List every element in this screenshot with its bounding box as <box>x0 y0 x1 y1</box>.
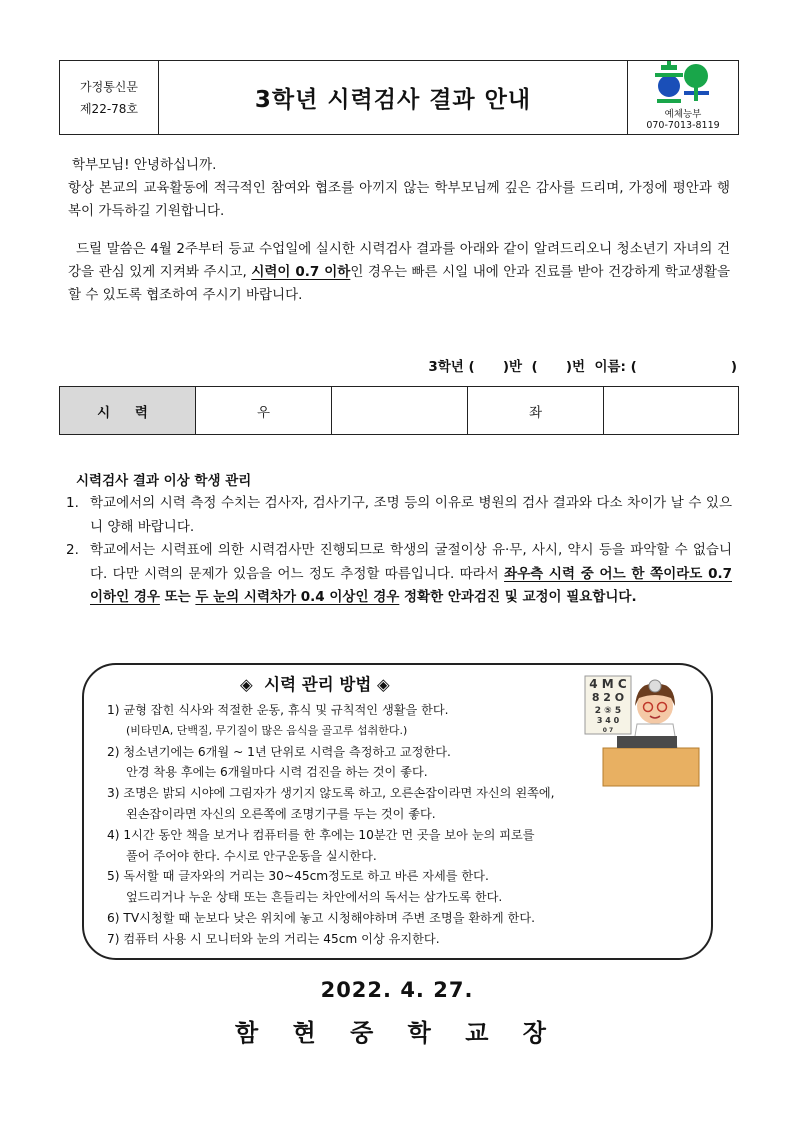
list-text-part: 학교에서는 시력표에 의한 시력검사만 진행되므로 학생의 굴절이상 유·무, 사시, 약시 등을 파악할 수 없습니다. 다만 시력의 문제가 있음을 어느 정도 추정할 따름입니다. 따라서 <box>90 542 732 582</box>
principal-signature: 함 현 중 학 교 장 <box>235 1019 559 1047</box>
tip-item: 2) 청소년기에는 6개월 ~ 1년 단위로 시력을 측정하고 교정한다. <box>107 744 451 759</box>
eye-chart-row: 4 M C <box>589 677 627 691</box>
tip-item: 4) 1시간 동안 책을 보거나 컴퓨터를 한 후에는 10분간 먼 곳을 보아 눈의 피로를 <box>107 827 535 842</box>
care-tips-list <box>107 700 637 950</box>
list-text <box>90 539 732 610</box>
doctor-desk <box>603 748 699 786</box>
eye-chart-row: 8 2 O <box>591 691 625 704</box>
department-phone: 070-7013-8119 <box>646 120 720 131</box>
school-logo-icon <box>655 61 711 107</box>
eye-chart-row: 2 ⑤ 5 <box>594 706 622 716</box>
document-header <box>59 60 739 135</box>
vision-result-table <box>59 386 739 435</box>
department-name: 예체능부 <box>664 109 702 120</box>
left-eye-label: 좌 <box>468 387 604 435</box>
emphasis-text: 두 눈의 시력차가 0.4 이상인 경우 <box>195 589 400 605</box>
tip-note: 안경 착용 후에는 6개월마다 시력 검진을 하는 것이 좋다. <box>126 765 428 780</box>
issue-date: 2022. 4. 27. <box>320 978 474 1002</box>
list-item <box>66 492 732 539</box>
tip-item: 6) TV시청할 때 눈보다 낮은 위치에 놓고 시청해야하며 주변 조명을 환하게 한다. <box>107 910 535 925</box>
eye-chart-row: 3 4 0 <box>596 716 620 725</box>
notice-text-1: 드릴 말씀은 4월 2주부터 등교 수업일에 실시한 시력검사 결과를 아래와 같이 알려드리오니 청소년기 자녀의 건강을 관심 있게 지켜봐 주시고, <box>68 241 730 280</box>
care-tips-title: ◈ 시력 관리 방법 ◈ <box>240 675 390 694</box>
eye-chart-row: 0 7 <box>602 727 614 734</box>
right-eye-value[interactable] <box>332 387 468 435</box>
notice-text-2: 인 경우는 빠른 시일 내에 안과 진료를 받아 건강하게 학교생활을 할 수 있도록 협조하여 주시기 바랍니다. <box>68 264 730 303</box>
vision-label-cell: 시 력 <box>60 387 196 435</box>
tip-note: 엎드리거나 누운 상태 또는 흔들리는 차안에서의 독서는 삼가도록 한다. <box>126 890 503 905</box>
list-text: 학교에서의 시력 측정 수치는 검사자, 검사기구, 조명 등의 이유로 병원의 검사 결과와 다소 차이가 날 수 있으니 양해 바랍니다. <box>90 495 732 535</box>
tip-item: 5) 독서할 때 글자와의 거리는 30~45cm정도로 하고 바른 자세를 한다. <box>107 869 489 884</box>
list-item <box>66 539 732 610</box>
tip-item: 7) 컴퓨터 사용 시 모니터와 눈의 거리는 45cm 이상 유지한다. <box>107 931 440 946</box>
tip-note: (비타민A, 단백질, 무기질이 많은 음식을 골고루 섭취한다.) <box>126 723 408 737</box>
emphasis-text: 정확한 안과검진 및 교정이 필요합니다. <box>399 589 637 605</box>
management-title: 시력검사 결과 이상 학생 관리 <box>76 473 252 489</box>
emphasis-text: 좌우측 시력 중 어느 한 쪽이라도 0.7 이하인 경우 <box>90 565 732 605</box>
student-info-line: 3학년 ( )반 ( )번 이름: ( ) <box>428 359 737 375</box>
tip-item: 3) 조명은 밝되 시야에 그림자가 생기지 않도록 하고, 오른손잡이라면 자신의 왼쪽에, <box>107 786 555 801</box>
notice-emphasis: 시력이 0.7 이하 <box>251 264 351 280</box>
left-eye-value[interactable] <box>604 387 739 435</box>
notice-paragraph <box>68 238 730 307</box>
tip-note: 왼손잡이라면 자신의 오른쪽에 조명기구를 두는 것이 좋다. <box>126 806 436 821</box>
tip-note: 풀어 주어야 한다. 수시로 안구운동을 실시한다. <box>126 848 377 863</box>
intro-paragraph <box>68 154 730 223</box>
right-eye-label: 우 <box>196 387 332 435</box>
thanks-text: 항상 본교의 교육활동에 적극적인 참여와 협조를 아끼지 않는 학부모님께 깊은 감사를 드리며, 가정에 평안과 행복이 가득하길 기원합니다. <box>68 180 730 219</box>
list-text-part: 또는 <box>159 589 196 605</box>
doc-info-cell <box>60 61 159 134</box>
list-number: 1. <box>66 495 79 511</box>
tip-item: 1) 균형 잡힌 식사와 적절한 운동, 휴식 및 규칙적인 생활을 한다. <box>107 703 449 717</box>
eye-doctor-illustration <box>583 672 701 790</box>
department-cell <box>627 61 738 134</box>
greeting-text: 학부모님! 안녕하십니까. <box>72 157 217 173</box>
list-number: 2. <box>66 542 79 558</box>
doc-number: 제22-78호 <box>79 101 139 116</box>
doc-type: 가정통신문 <box>80 79 138 94</box>
page-title: 3학년 시력검사 결과 안내 <box>254 87 532 113</box>
management-list <box>66 492 732 610</box>
